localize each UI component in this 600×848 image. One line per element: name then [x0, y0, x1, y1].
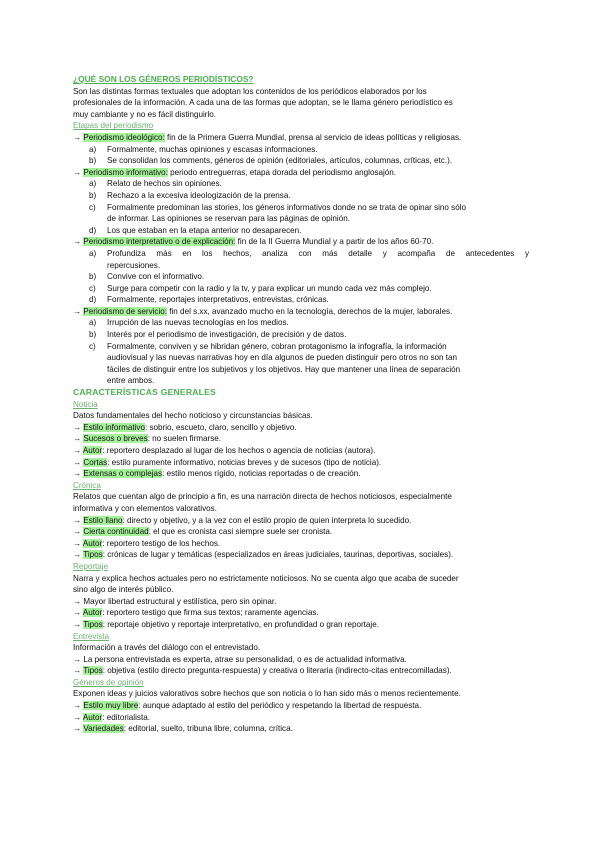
- feature-label: Tipos: [83, 666, 103, 676]
- arrow-icon: →: [73, 527, 82, 537]
- list-marker: a): [89, 318, 97, 328]
- feature-text: : estilo puramente informativo, noticias breves y de sucesos (tipo de noticia).: [107, 457, 382, 467]
- list-text: Formalmente predominan las stories, los géneros informativos donde no se trata de opinar sino sólo: [107, 202, 467, 212]
- stage-text: fin de la II Guerra Mundial y a partir de los años 60-70.: [235, 237, 434, 247]
- feature-item: [73, 596, 529, 608]
- section-heading-caracteristicas: CARACTERÍSTICAS GENERALES: [73, 387, 216, 398]
- arrow-icon: →: [73, 132, 82, 142]
- feature-label: Autor: [82, 712, 103, 722]
- list-item-continuation: de informar. Las opiniones se reservan para las páginas de opinión.: [107, 214, 350, 224]
- arrow-icon: →: [73, 422, 82, 432]
- stage-informativo: [73, 167, 529, 179]
- list-item: [73, 294, 529, 306]
- feature-text: : directo y objetivo, y a la vez con el estilo propio de quien interpreta lo sucedido.: [122, 515, 412, 525]
- arrow-icon: →: [73, 306, 82, 316]
- feature-text: : crónicas de lugar y temáticas (especializados en áreas judiciales, taurinas, deportivas, sociales).: [102, 550, 454, 560]
- list-text: Se consolidan los comments, géneros de opinión (editoriales, artículos, columnas, críticas, etc.).: [107, 156, 453, 166]
- list-marker: b): [89, 190, 97, 200]
- list-marker: a): [89, 144, 97, 154]
- arrow-icon: →: [73, 457, 82, 467]
- arrow-icon: →: [73, 654, 82, 664]
- list-item: [73, 317, 529, 329]
- feature-item: [73, 619, 529, 631]
- arrow-icon: →: [73, 596, 82, 606]
- arrow-icon: →: [73, 550, 82, 560]
- feature-text: : sobrio, escueto, claro, sencillo y objetivo.: [144, 422, 297, 432]
- feature-label: Tipos: [83, 619, 103, 629]
- list-text: Formalmente, reportajes interpretativos, entrevistas, crónicas.: [107, 295, 329, 305]
- arrow-icon: →: [73, 434, 82, 444]
- arrow-icon: →: [73, 666, 82, 676]
- section-heading-etapas: Etapas del periodismo: [73, 121, 154, 131]
- list-item-continuation: entre ambos.: [107, 376, 155, 386]
- document-title: ¿QUÉ SON LOS GÉNEROS PERIODÍSTICOS?: [73, 74, 254, 84]
- feature-item: [73, 433, 529, 445]
- list-item: [73, 202, 529, 214]
- feature-label: Tipos: [83, 550, 103, 560]
- list-text: Los que estaban en la etapa anterior no desaparecen.: [107, 225, 302, 235]
- intro-line: muy cambiante y no es fácil distinguirlo.: [73, 109, 217, 119]
- stage-interpretativo: [73, 236, 529, 248]
- feature-item: [73, 665, 529, 677]
- subsection-heading-noticia: Noticia: [73, 399, 98, 409]
- list-marker: d): [89, 295, 97, 305]
- arrow-icon: →: [73, 712, 82, 722]
- feature-item: [73, 422, 529, 434]
- feature-label: Estilo muy libre: [83, 701, 139, 711]
- feature-label: Autor: [82, 608, 103, 618]
- stage-text: fin de la Primera Guerra Mundial, prensa al servicio de ideas políticas y religiosas.: [164, 132, 462, 142]
- stage-label: Periodismo informativo:: [83, 167, 168, 177]
- list-marker: c): [89, 283, 96, 293]
- arrow-icon: →: [73, 167, 82, 177]
- feature-label: Sucesos o breves: [83, 434, 148, 444]
- list-marker: b): [89, 272, 97, 282]
- list-marker: b): [89, 156, 97, 166]
- intro-line: Son las distintas formas textuales que adoptan los contenidos de los periódicos elaborados por los: [73, 86, 427, 96]
- list-item: [73, 248, 529, 260]
- subsection-intro: informativa y con elementos valorativos.: [73, 503, 217, 513]
- subsection-intro: Información a través del diálogo con el entrevistado.: [73, 643, 261, 653]
- feature-label: Cierta continuidad: [83, 527, 149, 537]
- stage-label: Periodismo ideológico:: [83, 132, 165, 142]
- document-body: [73, 74, 529, 735]
- list-item: [73, 225, 529, 237]
- feature-label: Cortas: [83, 457, 108, 467]
- list-text: Relato de hechos sin opiniones.: [107, 179, 222, 189]
- arrow-icon: →: [73, 619, 82, 629]
- feature-item: [73, 457, 529, 469]
- stage-label: Periodismo de servicio:: [83, 306, 168, 316]
- arrow-icon: →: [73, 446, 82, 455]
- list-marker: a): [89, 179, 97, 189]
- feature-item: [73, 700, 529, 712]
- subsection-intro: sino algo de interés público.: [73, 585, 174, 595]
- stage-servicio: [73, 306, 529, 318]
- list-item: [73, 329, 529, 341]
- feature-text: : reportaje objetivo y reportaje interpretativo, en profundidad o gran reportaje.: [102, 619, 379, 629]
- feature-label: Estilo llano: [83, 515, 123, 525]
- feature-item: [73, 538, 529, 550]
- feature-text: : editorialista.: [102, 712, 150, 722]
- feature-text: : reportero testigo que firma sus textos; raramente agencias.: [102, 608, 319, 618]
- list-item: [73, 271, 529, 283]
- list-marker: c): [89, 202, 96, 212]
- subsection-heading-opinion: Géneros de opinión: [73, 677, 144, 687]
- list-marker: a): [89, 248, 97, 258]
- subsection-intro: Relatos que cuentan algo de principio a fin, es una narración directa de hechos noticiosos, especialmente: [73, 492, 452, 502]
- list-item-continuation: repercusiones.: [107, 260, 161, 270]
- list-marker: c): [89, 341, 96, 351]
- feature-item: [73, 654, 529, 666]
- feature-text: : no suelen firmarse.: [147, 434, 222, 444]
- list-item: [73, 178, 529, 190]
- feature-label: Extensas o complejas: [83, 469, 163, 479]
- stage-text: fin del s.xx, avanzado mucho en la tecnología, derechos de la mujer, laborales.: [167, 306, 453, 316]
- list-text: Interés por el periodismo de investigación, de precisión y de datos.: [107, 330, 347, 340]
- list-item: [73, 155, 529, 167]
- list-item-continuation: fáciles de distinguir entre los subjetivos y los objetivos. Hay que mantener una línea de separación: [107, 364, 461, 374]
- feature-text: : el que es cronista casi siempre suele ser cronista.: [148, 527, 333, 537]
- feature-text: La persona entrevistada es experta, atrae su personalidad, o es de actualidad informativa.: [81, 654, 407, 664]
- list-marker: d): [89, 225, 97, 235]
- feature-text: : aunque adaptado al estilo del periódico y respetando la libertad de respuesta.: [138, 701, 422, 711]
- subsection-heading-reportaje: Reportaje: [73, 561, 109, 571]
- list-text: Profundiza más en los hechos, analiza con más detalle y acompaña de antecedentes y: [107, 248, 529, 258]
- arrow-icon: →: [73, 515, 82, 525]
- list-item-continuation: audiovisual y las nuevas narrativas hoy en día algunos de pueden distinguir pero otros no son tan: [107, 353, 458, 363]
- stage-label: Periodismo interpretativo o de explicación:: [83, 237, 236, 247]
- list-text: Formalmente, muchas opiniones y escasas informaciones.: [107, 144, 318, 154]
- subsection-heading-cronica: Crónica: [73, 480, 101, 490]
- feature-text: : reportero testigo de los hechos.: [102, 538, 221, 548]
- arrow-icon: →: [73, 469, 82, 479]
- feature-text: : reportero desplazado al lugar de los hechos o agencia de noticias (autora).: [102, 446, 376, 455]
- list-text: Irrupción de las nuevas tecnologías en los medios.: [107, 318, 289, 328]
- feature-item: [73, 607, 529, 619]
- feature-text: : estilo menos rígido, noticias reportadas o de creación.: [162, 469, 361, 479]
- list-text: Rechazo a la excesiva ideologización de la prensa.: [107, 190, 291, 200]
- feature-item: [73, 526, 529, 538]
- arrow-icon: →: [73, 538, 82, 548]
- subsection-heading-entrevista: Entrevista: [73, 631, 109, 641]
- list-item: [73, 341, 529, 353]
- list-item: [73, 190, 529, 202]
- list-item: [73, 144, 529, 156]
- feature-text: : objetiva (estilo directo pregunta-respuesta) y creativa o literaria (indirecto-citas entrecomilladas).: [102, 666, 452, 676]
- feature-item: [73, 723, 529, 735]
- arrow-icon: →: [73, 237, 82, 247]
- subsection-intro: Narra y explica hechos actuales pero no estrictamente noticiosos. No se cuenta algo que acaba de suceder: [73, 573, 459, 583]
- feature-item: [73, 445, 529, 457]
- feature-label: Estilo informativo: [83, 422, 145, 432]
- arrow-icon: →: [73, 724, 82, 734]
- feature-label: Autor: [82, 446, 103, 455]
- feature-item: [73, 468, 529, 480]
- subsection-intro: Datos fundamentales del hecho noticioso y circunstancias básicas.: [73, 411, 313, 421]
- list-text: Convive con el informativo.: [107, 272, 205, 282]
- feature-item: [73, 712, 529, 724]
- feature-label: Variedades: [83, 724, 124, 734]
- arrow-icon: →: [73, 701, 82, 711]
- list-text: Surge para competir con la radio y la tv, y para explicar un mundo cada vez más complejo.: [107, 283, 432, 293]
- feature-text: Mayor libertad estructural y estilística, pero sin opinar.: [83, 596, 277, 606]
- subsection-intro: Exponen ideas y juicios valorativos sobre hechos que son noticia o lo han sido más o menos recientemente.: [73, 689, 461, 699]
- list-text: Formalmente, conviven y se hibridan género, cobran protagonismo la infografía, la información: [107, 341, 447, 351]
- feature-label: Autor: [82, 538, 103, 548]
- feature-item: [73, 549, 529, 561]
- stage-text: periodo entreguerras, etapa dorada del periodismo anglosajón.: [167, 167, 397, 177]
- arrow-icon: →: [73, 608, 82, 618]
- list-item: [73, 283, 529, 295]
- list-marker: b): [89, 330, 97, 340]
- stage-ideologico: [73, 132, 529, 144]
- intro-line: profesionales de la información. A cada una de las formas que adoptan, se le llama género periodístico es: [73, 98, 453, 108]
- feature-text: : editorial, suelto, tribuna libre, columna, crítica.: [123, 724, 293, 734]
- feature-item: [73, 515, 529, 527]
